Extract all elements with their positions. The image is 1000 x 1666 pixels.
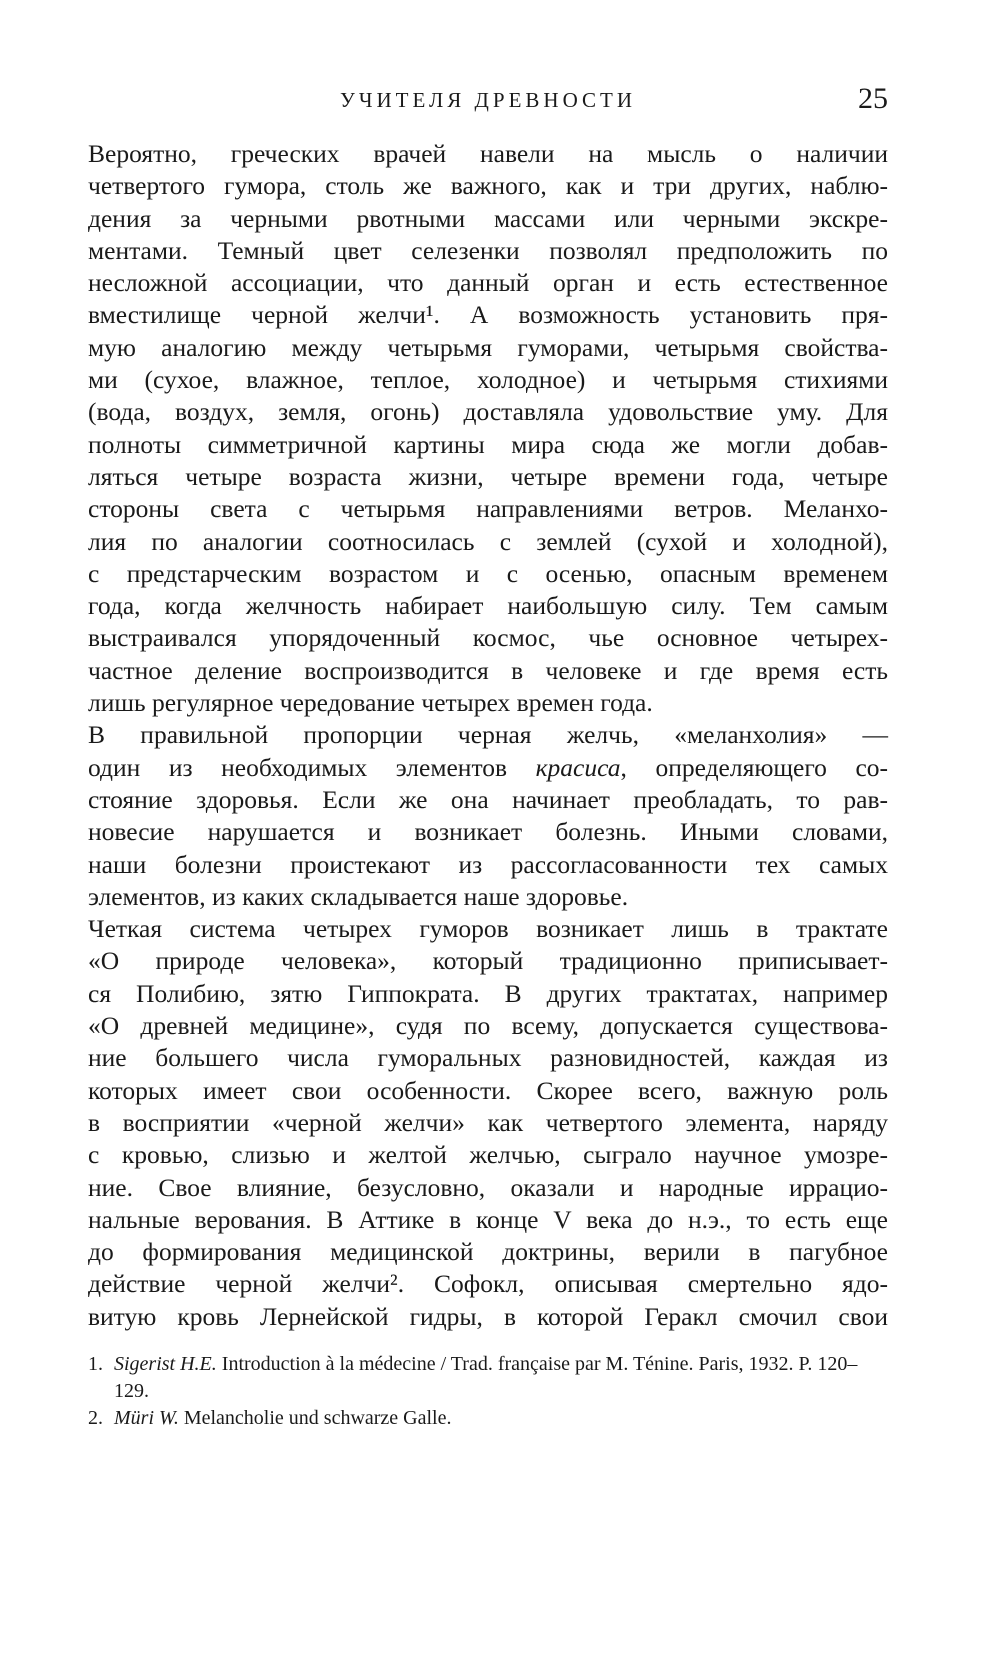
- footnote-text: Sigerist H.E. Introduction à la médecine / Trad. française par M. Ténine. Paris, 1932. P. 120–129.: [114, 1352, 858, 1402]
- text-line: ние. Свое влияние, безусловно, оказали и народные иррацио-: [88, 1172, 888, 1202]
- running-head: [88, 78, 888, 138]
- text-line: лишь регулярное чередование четырех времен года.: [88, 688, 653, 718]
- text-line: года, когда желчность набирает наибольшую силу. Тем самым: [88, 591, 888, 621]
- footnotes: [88, 1351, 888, 1432]
- text-line: с кровью, слизью и желтой желчью, сыграло научное умозре-: [88, 1140, 888, 1170]
- text-line: в восприятии «черной желчи» как четвертого элемента, наряду: [88, 1107, 888, 1137]
- page-number: 25: [858, 82, 888, 115]
- text-line: полноты симметричной картины мира сюда же могли добав-: [88, 429, 888, 459]
- text-line: несложной ассоциации, что данный орган и есть естественное: [88, 268, 888, 298]
- footnote-author: Sigerist H.E.: [114, 1352, 217, 1375]
- footnote-number: 2.: [88, 1406, 103, 1429]
- text-line: Вероятно, греческих врачей навели на мысль о наличии: [88, 139, 888, 168]
- text-line: четвертого гумора, столь же важного, как и три других, наблю-: [88, 171, 888, 201]
- text-line: нальные верования. В Аттике в конце V века до н.э., то есть еще: [88, 1204, 888, 1234]
- footnote-2: [88, 1405, 888, 1432]
- text-line: (вода, воздух, земля, огонь) доставляла удовольствие уму. Для: [88, 397, 888, 427]
- footnote-author: Müri W.: [114, 1406, 179, 1429]
- footnote-1: [88, 1351, 888, 1405]
- text-line: ляться четыре возраста жизни, четыре времени года, четыре: [88, 461, 888, 491]
- text-line: частное деление воспроизводится в человеке и где время есть: [88, 655, 888, 685]
- text-line: ми (сухое, влажное, теплое, холодное) и четырьмя стихиями: [88, 365, 888, 395]
- text-line: Четкая система четырех гуморов возникает лишь в трактате: [88, 914, 888, 944]
- text-line: новесие нарушается и возникает болезнь. Иными словами,: [88, 817, 888, 847]
- text-line: дения за черными рвотными массами или черными экскре-: [88, 203, 888, 233]
- text-line: ние большего числа гуморальных разновидностей, каждая из: [88, 1043, 888, 1073]
- footnote-text: Müri W. Melancholie und schwarze Galle.: [114, 1406, 452, 1429]
- text-line: элементов, из каких складывается наше здоровье.: [88, 881, 629, 911]
- text-line: до формирования медицинской доктрины, верили в пагубное: [88, 1237, 888, 1267]
- text-line: стояние здоровья. Если же она начинает преобладать, то рав-: [88, 784, 888, 814]
- text-line: мую аналогию между четырьмя гуморами, четырьмя свойства-: [88, 332, 888, 362]
- text-line: наши болезни проистекают из рассогласованности тех самых: [88, 849, 888, 879]
- running-title: УЧИТЕЛЯ ДРЕВНОСТИ: [340, 88, 636, 112]
- text-line: выстраивался упорядоченный космос, чье основное четырех-: [88, 623, 888, 653]
- body-text: [88, 138, 888, 1333]
- text-line: лия по аналогии соотносилась с землей (сухой и холодной),: [88, 526, 888, 556]
- text-line: один из необходимых элементов красиса, определяющего со-: [88, 752, 889, 782]
- text-line: стороны света с четырьмя направлениями ветров. Меланхо-: [88, 494, 888, 524]
- text-line: которых имеет свои особенности. Скорее всего, важную роль: [88, 1075, 888, 1105]
- emphasis-krasis: красиса: [535, 752, 621, 782]
- text-line: В правильной пропорции черная желчь, «меланхолия» —: [88, 720, 888, 750]
- text-line: действие черной желчи². Софокл, описывая смертельно ядо-: [88, 1269, 888, 1299]
- text-line: с предстарческим возрастом и с осенью, опасным временем: [88, 558, 888, 588]
- text-line: «О природе человека», который традиционно приписывает-: [88, 946, 888, 976]
- footnote-number: 1.: [88, 1352, 103, 1375]
- book-page: [88, 78, 888, 1432]
- text-line: «О древней медицине», судя по всему, допускается существова-: [88, 1011, 888, 1041]
- text-line: ментами. Темный цвет селезенки позволял предположить по: [88, 235, 888, 265]
- text-line: витую кровь Лернейской гидры, в которой Геракл смочил свои: [88, 1301, 888, 1331]
- text-line: вместилище черной желчи¹. А возможность установить пря-: [88, 300, 888, 330]
- text-line: ся Полибию, зятю Гиппократа. В других трактатах, например: [88, 978, 888, 1008]
